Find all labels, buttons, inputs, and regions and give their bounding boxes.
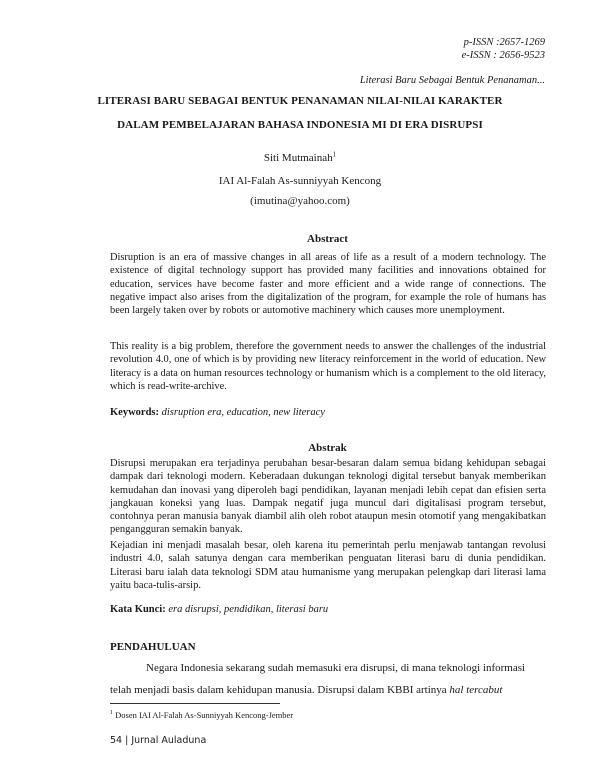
p-issn: p-ISSN :2657-1269 <box>463 37 545 48</box>
body-line-2-italic: hal tercabut <box>449 684 503 696</box>
abstrak-paragraph-1: Disrupsi merupakan era terjadinya perubahan besar-besaran dalam semua bidang kehidupan sebagai dampak dari teknologi modern. Keberadaan dukungan teknologi digital tersebut banyak memberikan kemudahan dan inovasi yang diperoleh bagi pendidikan, layanan menjadi lebih cepat dan efisien serta jangkauan koneksi yang luas. Dampak negatif juga muncul dari digitalisasi program tersebut, contohnya peran manusia banyak diambil alih oleh robot ataupun mesin otomotif yang mengakibatkan pengangguran semakin banyak. <box>110 458 546 536</box>
author-email: (imutina@yahoo.com) <box>250 195 350 207</box>
author-footnote-mark: 1 <box>332 150 337 159</box>
abstract-paragraph-2: This reality is a big problem, therefore the government needs to answer the challenges of the industrial revolution 4.0, one of which is by providing new literacy reinforcement in the world of education. New literacy is a data on human resources technology or humanism which is a complement to the old literacy, which is read-write-archive. <box>110 341 546 392</box>
keywords-label: Keywords: <box>110 407 159 418</box>
issn-block <box>462 36 545 62</box>
keywords <box>110 407 546 418</box>
body-line-1: Negara Indonesia sekarang sudah memasuki era disrupsi, di mana teknologi informasi <box>146 662 526 674</box>
kata-kunci-text: era disrupsi, pendidikan, literasi baru <box>168 604 329 615</box>
page-footer: 54 | Jurnal Auladuna <box>110 735 207 746</box>
paper-title-line-1: LITERASI BARU SEBAGAI BENTUK PENANAMAN NILAI-NILAI KARAKTER <box>97 95 503 107</box>
author <box>60 152 540 164</box>
footnote-mark: 1 <box>110 710 113 717</box>
abstrak-heading: Abstrak <box>308 442 347 454</box>
abstract-paragraph-1: Disruption is an era of massive changes in all areas of life as a result of a modern technology. The existence of digital technology support has provided many facilities and innovations obtained for education, services have become faster and more efficient and a wide range of connections. The negative impact also arises from the digitalization of the program, for example the role of humans has been largely taken over by robots or automotive machinery which causes more unemployment. <box>110 252 546 317</box>
kata-kunci <box>110 604 546 615</box>
body-line-2 <box>110 679 546 701</box>
affiliation: IAI Al-Falah As-sunniyyah Kencong <box>218 175 382 187</box>
abstrak-paragraph-2: Kejadian ini menjadi masalah besar, oleh karena itu pemerintah perlu menjawab tantangan revolusi industri 4.0, salah satunya dengan cara memberikan penguatan literasi baru di dunia pendidikan. Literasi baru ialah data teknologi SDM atau humanisme yang merupakan pelengkap dari literasi lama yaitu baca-tulis-arsip. <box>110 540 546 591</box>
running-title: Literasi Baru Sebagai Bentuk Penanaman... <box>359 75 545 86</box>
paper-title-line-2: DALAM PEMBELAJARAN BAHASA INDONESIA MI DI ERA DISRUPSI <box>117 119 483 131</box>
footnote <box>110 710 293 720</box>
author-name: Siti Mutmainah <box>263 152 333 164</box>
section-heading: PENDAHULUAN <box>110 641 196 653</box>
footnote-text: Dosen IAI Al-Falah As-Sunniyyah Kencong-Jember <box>115 710 294 720</box>
footnote-rule <box>110 703 280 704</box>
body-line-2-text: telah menjadi basis dalam kehidupan manusia. Disrupsi dalam KBBI artinya <box>110 684 450 696</box>
kata-kunci-label: Kata Kunci: <box>110 604 166 615</box>
keywords-text: disruption era, education, new literacy <box>161 407 325 418</box>
abstract-heading: Abstract <box>307 233 348 245</box>
e-issn: e-ISSN : 2656-9523 <box>461 50 545 61</box>
